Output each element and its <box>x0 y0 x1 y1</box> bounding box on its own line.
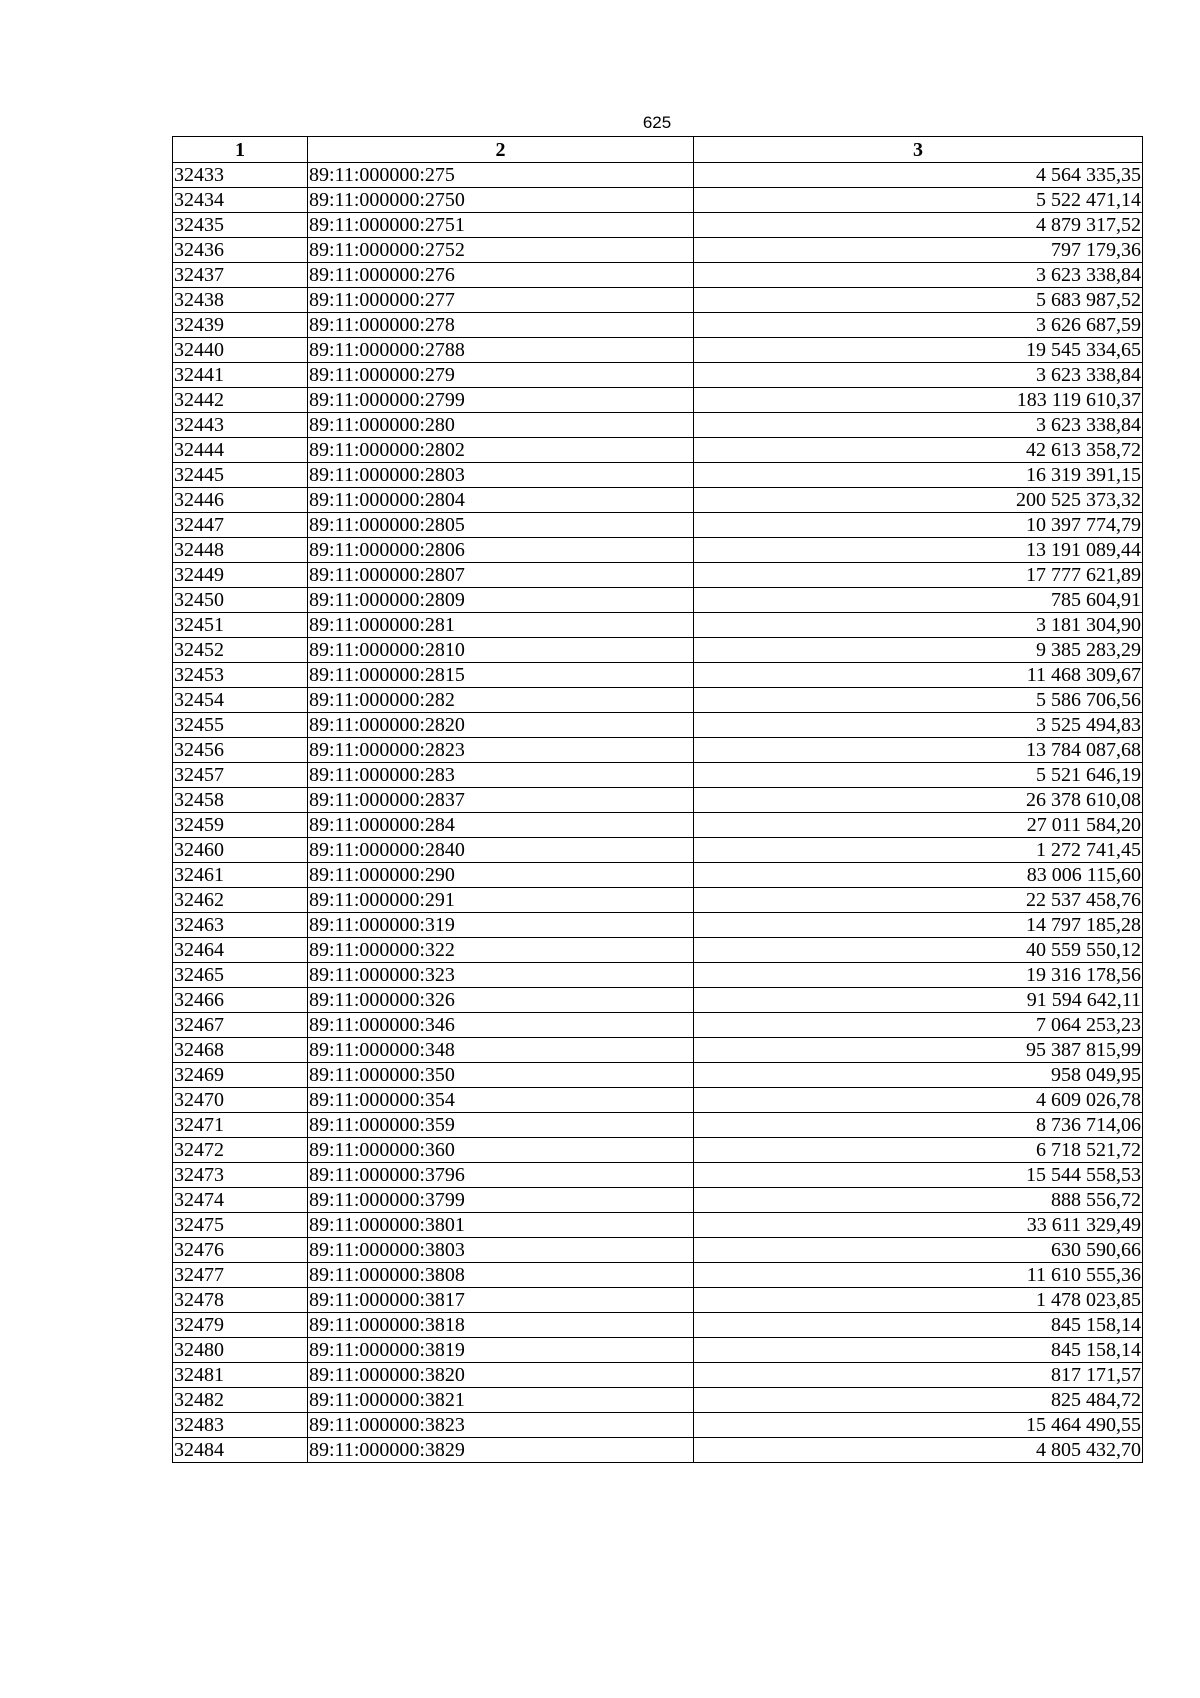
value-cell: 91 594 642,11 <box>694 988 1143 1013</box>
cadastral-number-cell: 89:11:000000:350 <box>308 1063 694 1088</box>
table-row <box>173 1338 1143 1363</box>
column-header-3: 3 <box>694 137 1143 163</box>
cadastral-number-cell: 89:11:000000:3796 <box>308 1163 694 1188</box>
value-cell: 817 171,57 <box>694 1363 1143 1388</box>
table-row <box>173 438 1143 463</box>
table-row <box>173 513 1143 538</box>
table-row <box>173 788 1143 813</box>
cadastral-number-cell: 89:11:000000:2807 <box>308 563 694 588</box>
value-cell: 14 797 185,28 <box>694 913 1143 938</box>
row-number-cell: 32444 <box>173 438 308 463</box>
value-cell: 9 385 283,29 <box>694 638 1143 663</box>
row-number-cell: 32484 <box>173 1438 308 1463</box>
cadastral-number-cell: 89:11:000000:2820 <box>308 713 694 738</box>
value-cell: 183 119 610,37 <box>694 388 1143 413</box>
cadastral-number-cell: 89:11:000000:3817 <box>308 1288 694 1313</box>
row-number-cell: 32457 <box>173 763 308 788</box>
cadastral-number-cell: 89:11:000000:3799 <box>308 1188 694 1213</box>
value-cell: 200 525 373,32 <box>694 488 1143 513</box>
value-cell: 83 006 115,60 <box>694 863 1143 888</box>
value-cell: 785 604,91 <box>694 588 1143 613</box>
cadastral-number-cell: 89:11:000000:3803 <box>308 1238 694 1263</box>
table-row <box>173 263 1143 288</box>
value-cell: 1 478 023,85 <box>694 1288 1143 1313</box>
row-number-cell: 32456 <box>173 738 308 763</box>
row-number-cell: 32475 <box>173 1213 308 1238</box>
table-row <box>173 663 1143 688</box>
row-number-cell: 32443 <box>173 413 308 438</box>
cadastral-number-cell: 89:11:000000:277 <box>308 288 694 313</box>
table-row <box>173 538 1143 563</box>
row-number-cell: 32434 <box>173 188 308 213</box>
table-row <box>173 463 1143 488</box>
row-number-cell: 32445 <box>173 463 308 488</box>
cadastral-number-cell: 89:11:000000:3821 <box>308 1388 694 1413</box>
row-number-cell: 32447 <box>173 513 308 538</box>
table-row <box>173 613 1143 638</box>
table-row <box>173 213 1143 238</box>
table-row <box>173 388 1143 413</box>
table-row <box>173 563 1143 588</box>
table-row <box>173 1263 1143 1288</box>
value-cell: 95 387 815,99 <box>694 1038 1143 1063</box>
row-number-cell: 32466 <box>173 988 308 1013</box>
value-cell: 16 319 391,15 <box>694 463 1143 488</box>
value-cell: 3 623 338,84 <box>694 263 1143 288</box>
row-number-cell: 32464 <box>173 938 308 963</box>
register-table <box>172 136 1143 1463</box>
page-number: 625 <box>642 113 672 132</box>
row-number-cell: 32468 <box>173 1038 308 1063</box>
value-cell: 825 484,72 <box>694 1388 1143 1413</box>
table-row <box>173 363 1143 388</box>
table-row <box>173 188 1143 213</box>
cadastral-number-cell: 89:11:000000:2806 <box>308 538 694 563</box>
value-cell: 3 623 338,84 <box>694 413 1143 438</box>
row-number-cell: 32450 <box>173 588 308 613</box>
value-cell: 8 736 714,06 <box>694 1113 1143 1138</box>
cadastral-number-cell: 89:11:000000:3818 <box>308 1313 694 1338</box>
row-number-cell: 32436 <box>173 238 308 263</box>
cadastral-number-cell: 89:11:000000:276 <box>308 263 694 288</box>
value-cell: 40 559 550,12 <box>694 938 1143 963</box>
value-cell: 797 179,36 <box>694 238 1143 263</box>
value-cell: 3 525 494,83 <box>694 713 1143 738</box>
cadastral-number-cell: 89:11:000000:2837 <box>308 788 694 813</box>
value-cell: 5 522 471,14 <box>694 188 1143 213</box>
value-cell: 15 464 490,55 <box>694 1413 1143 1438</box>
row-number-cell: 32478 <box>173 1288 308 1313</box>
cadastral-number-cell: 89:11:000000:2805 <box>308 513 694 538</box>
value-cell: 22 537 458,76 <box>694 888 1143 913</box>
table-row <box>173 288 1143 313</box>
table-row <box>173 1063 1143 1088</box>
cadastral-number-cell: 89:11:000000:2815 <box>308 663 694 688</box>
table-row <box>173 1113 1143 1138</box>
cadastral-number-cell: 89:11:000000:2803 <box>308 463 694 488</box>
cadastral-number-cell: 89:11:000000:275 <box>308 163 694 188</box>
row-number-cell: 32446 <box>173 488 308 513</box>
cadastral-number-cell: 89:11:000000:346 <box>308 1013 694 1038</box>
table-row <box>173 988 1143 1013</box>
cadastral-number-cell: 89:11:000000:3829 <box>308 1438 694 1463</box>
table-row <box>173 588 1143 613</box>
row-number-cell: 32463 <box>173 913 308 938</box>
table-row <box>173 1163 1143 1188</box>
value-cell: 11 610 555,36 <box>694 1263 1143 1288</box>
table-row <box>173 738 1143 763</box>
value-cell: 3 623 338,84 <box>694 363 1143 388</box>
cadastral-number-cell: 89:11:000000:2751 <box>308 213 694 238</box>
table-header <box>173 137 1143 163</box>
row-number-cell: 32455 <box>173 713 308 738</box>
row-number-cell: 32458 <box>173 788 308 813</box>
row-number-cell: 32474 <box>173 1188 308 1213</box>
row-number-cell: 32442 <box>173 388 308 413</box>
table-row <box>173 1238 1143 1263</box>
value-cell: 19 545 334,65 <box>694 338 1143 363</box>
table-row <box>173 163 1143 188</box>
value-cell: 33 611 329,49 <box>694 1213 1143 1238</box>
table-row <box>173 713 1143 738</box>
column-header-2: 2 <box>308 137 694 163</box>
cadastral-number-cell: 89:11:000000:3820 <box>308 1363 694 1388</box>
cadastral-number-cell: 89:11:000000:2804 <box>308 488 694 513</box>
table-row <box>173 638 1143 663</box>
table-row <box>173 838 1143 863</box>
value-cell: 27 011 584,20 <box>694 813 1143 838</box>
cadastral-number-cell: 89:11:000000:3808 <box>308 1263 694 1288</box>
value-cell: 6 718 521,72 <box>694 1138 1143 1163</box>
value-cell: 11 468 309,67 <box>694 663 1143 688</box>
cadastral-number-cell: 89:11:000000:354 <box>308 1088 694 1113</box>
cadastral-number-cell: 89:11:000000:280 <box>308 413 694 438</box>
table-row <box>173 963 1143 988</box>
row-number-cell: 32460 <box>173 838 308 863</box>
row-number-cell: 32459 <box>173 813 308 838</box>
value-cell: 4 805 432,70 <box>694 1438 1143 1463</box>
row-number-cell: 32472 <box>173 1138 308 1163</box>
value-cell: 15 544 558,53 <box>694 1163 1143 1188</box>
cadastral-number-cell: 89:11:000000:2752 <box>308 238 694 263</box>
value-cell: 7 064 253,23 <box>694 1013 1143 1038</box>
row-number-cell: 32465 <box>173 963 308 988</box>
cadastral-number-cell: 89:11:000000:2799 <box>308 388 694 413</box>
value-cell: 13 784 087,68 <box>694 738 1143 763</box>
row-number-cell: 32467 <box>173 1013 308 1038</box>
table-row <box>173 1363 1143 1388</box>
value-cell: 42 613 358,72 <box>694 438 1143 463</box>
header-row <box>173 137 1143 163</box>
row-number-cell: 32461 <box>173 863 308 888</box>
cadastral-number-cell: 89:11:000000:2840 <box>308 838 694 863</box>
table-row <box>173 1413 1143 1438</box>
value-cell: 845 158,14 <box>694 1313 1143 1338</box>
table-row <box>173 1013 1143 1038</box>
table-row <box>173 1288 1143 1313</box>
cadastral-number-cell: 89:11:000000:2823 <box>308 738 694 763</box>
cadastral-number-cell: 89:11:000000:3801 <box>308 1213 694 1238</box>
cadastral-number-cell: 89:11:000000:3823 <box>308 1413 694 1438</box>
cadastral-number-cell: 89:11:000000:319 <box>308 913 694 938</box>
value-cell: 4 564 335,35 <box>694 163 1143 188</box>
value-cell: 19 316 178,56 <box>694 963 1143 988</box>
value-cell: 958 049,95 <box>694 1063 1143 1088</box>
row-number-cell: 32462 <box>173 888 308 913</box>
value-cell: 5 586 706,56 <box>694 688 1143 713</box>
cadastral-number-cell: 89:11:000000:348 <box>308 1038 694 1063</box>
cadastral-number-cell: 89:11:000000:2788 <box>308 338 694 363</box>
row-number-cell: 32473 <box>173 1163 308 1188</box>
table-row <box>173 863 1143 888</box>
cadastral-number-cell: 89:11:000000:279 <box>308 363 694 388</box>
row-number-cell: 32480 <box>173 1338 308 1363</box>
cadastral-number-cell: 89:11:000000:323 <box>308 963 694 988</box>
table-row <box>173 913 1143 938</box>
table-row <box>173 1138 1143 1163</box>
row-number-cell: 32471 <box>173 1113 308 1138</box>
value-cell: 1 272 741,45 <box>694 838 1143 863</box>
row-number-cell: 32433 <box>173 163 308 188</box>
row-number-cell: 32440 <box>173 338 308 363</box>
cadastral-number-cell: 89:11:000000:282 <box>308 688 694 713</box>
table-row <box>173 1438 1143 1463</box>
cadastral-number-cell: 89:11:000000:291 <box>308 888 694 913</box>
table-row <box>173 1188 1143 1213</box>
row-number-cell: 32451 <box>173 613 308 638</box>
row-number-cell: 32438 <box>173 288 308 313</box>
row-number-cell: 32470 <box>173 1088 308 1113</box>
table-row <box>173 338 1143 363</box>
table-row <box>173 238 1143 263</box>
row-number-cell: 32441 <box>173 363 308 388</box>
table-row <box>173 1213 1143 1238</box>
table-row <box>173 488 1143 513</box>
row-number-cell: 32476 <box>173 1238 308 1263</box>
column-header-1: 1 <box>173 137 308 163</box>
value-cell: 888 556,72 <box>694 1188 1143 1213</box>
cadastral-number-cell: 89:11:000000:2810 <box>308 638 694 663</box>
value-cell: 5 683 987,52 <box>694 288 1143 313</box>
row-number-cell: 32439 <box>173 313 308 338</box>
value-cell: 13 191 089,44 <box>694 538 1143 563</box>
row-number-cell: 32435 <box>173 213 308 238</box>
row-number-cell: 32469 <box>173 1063 308 1088</box>
table-row <box>173 1038 1143 1063</box>
value-cell: 5 521 646,19 <box>694 763 1143 788</box>
value-cell: 26 378 610,08 <box>694 788 1143 813</box>
value-cell: 4 609 026,78 <box>694 1088 1143 1113</box>
cadastral-number-cell: 89:11:000000:326 <box>308 988 694 1013</box>
row-number-cell: 32483 <box>173 1413 308 1438</box>
cadastral-number-cell: 89:11:000000:2802 <box>308 438 694 463</box>
table-row <box>173 688 1143 713</box>
row-number-cell: 32453 <box>173 663 308 688</box>
cadastral-number-cell: 89:11:000000:290 <box>308 863 694 888</box>
table-row <box>173 413 1143 438</box>
cadastral-number-cell: 89:11:000000:2750 <box>308 188 694 213</box>
table-row <box>173 1313 1143 1338</box>
row-number-cell: 32481 <box>173 1363 308 1388</box>
row-number-cell: 32452 <box>173 638 308 663</box>
cadastral-number-cell: 89:11:000000:3819 <box>308 1338 694 1363</box>
cadastral-number-cell: 89:11:000000:283 <box>308 763 694 788</box>
value-cell: 17 777 621,89 <box>694 563 1143 588</box>
row-number-cell: 32482 <box>173 1388 308 1413</box>
cadastral-number-cell: 89:11:000000:359 <box>308 1113 694 1138</box>
cadastral-number-cell: 89:11:000000:2809 <box>308 588 694 613</box>
value-cell: 630 590,66 <box>694 1238 1143 1263</box>
value-cell: 3 626 687,59 <box>694 313 1143 338</box>
table-body <box>173 163 1143 1463</box>
table-row <box>173 888 1143 913</box>
value-cell: 10 397 774,79 <box>694 513 1143 538</box>
row-number-cell: 32448 <box>173 538 308 563</box>
cadastral-number-cell: 89:11:000000:278 <box>308 313 694 338</box>
value-cell: 4 879 317,52 <box>694 213 1143 238</box>
row-number-cell: 32449 <box>173 563 308 588</box>
value-cell: 845 158,14 <box>694 1338 1143 1363</box>
row-number-cell: 32479 <box>173 1313 308 1338</box>
row-number-cell: 32437 <box>173 263 308 288</box>
cadastral-number-cell: 89:11:000000:360 <box>308 1138 694 1163</box>
cadastral-number-cell: 89:11:000000:284 <box>308 813 694 838</box>
table-row <box>173 938 1143 963</box>
table-row <box>173 1088 1143 1113</box>
cadastral-number-cell: 89:11:000000:322 <box>308 938 694 963</box>
table-row <box>173 813 1143 838</box>
table-row <box>173 313 1143 338</box>
table-row <box>173 763 1143 788</box>
table-row <box>173 1388 1143 1413</box>
row-number-cell: 32477 <box>173 1263 308 1288</box>
value-cell: 3 181 304,90 <box>694 613 1143 638</box>
cadastral-number-cell: 89:11:000000:281 <box>308 613 694 638</box>
row-number-cell: 32454 <box>173 688 308 713</box>
